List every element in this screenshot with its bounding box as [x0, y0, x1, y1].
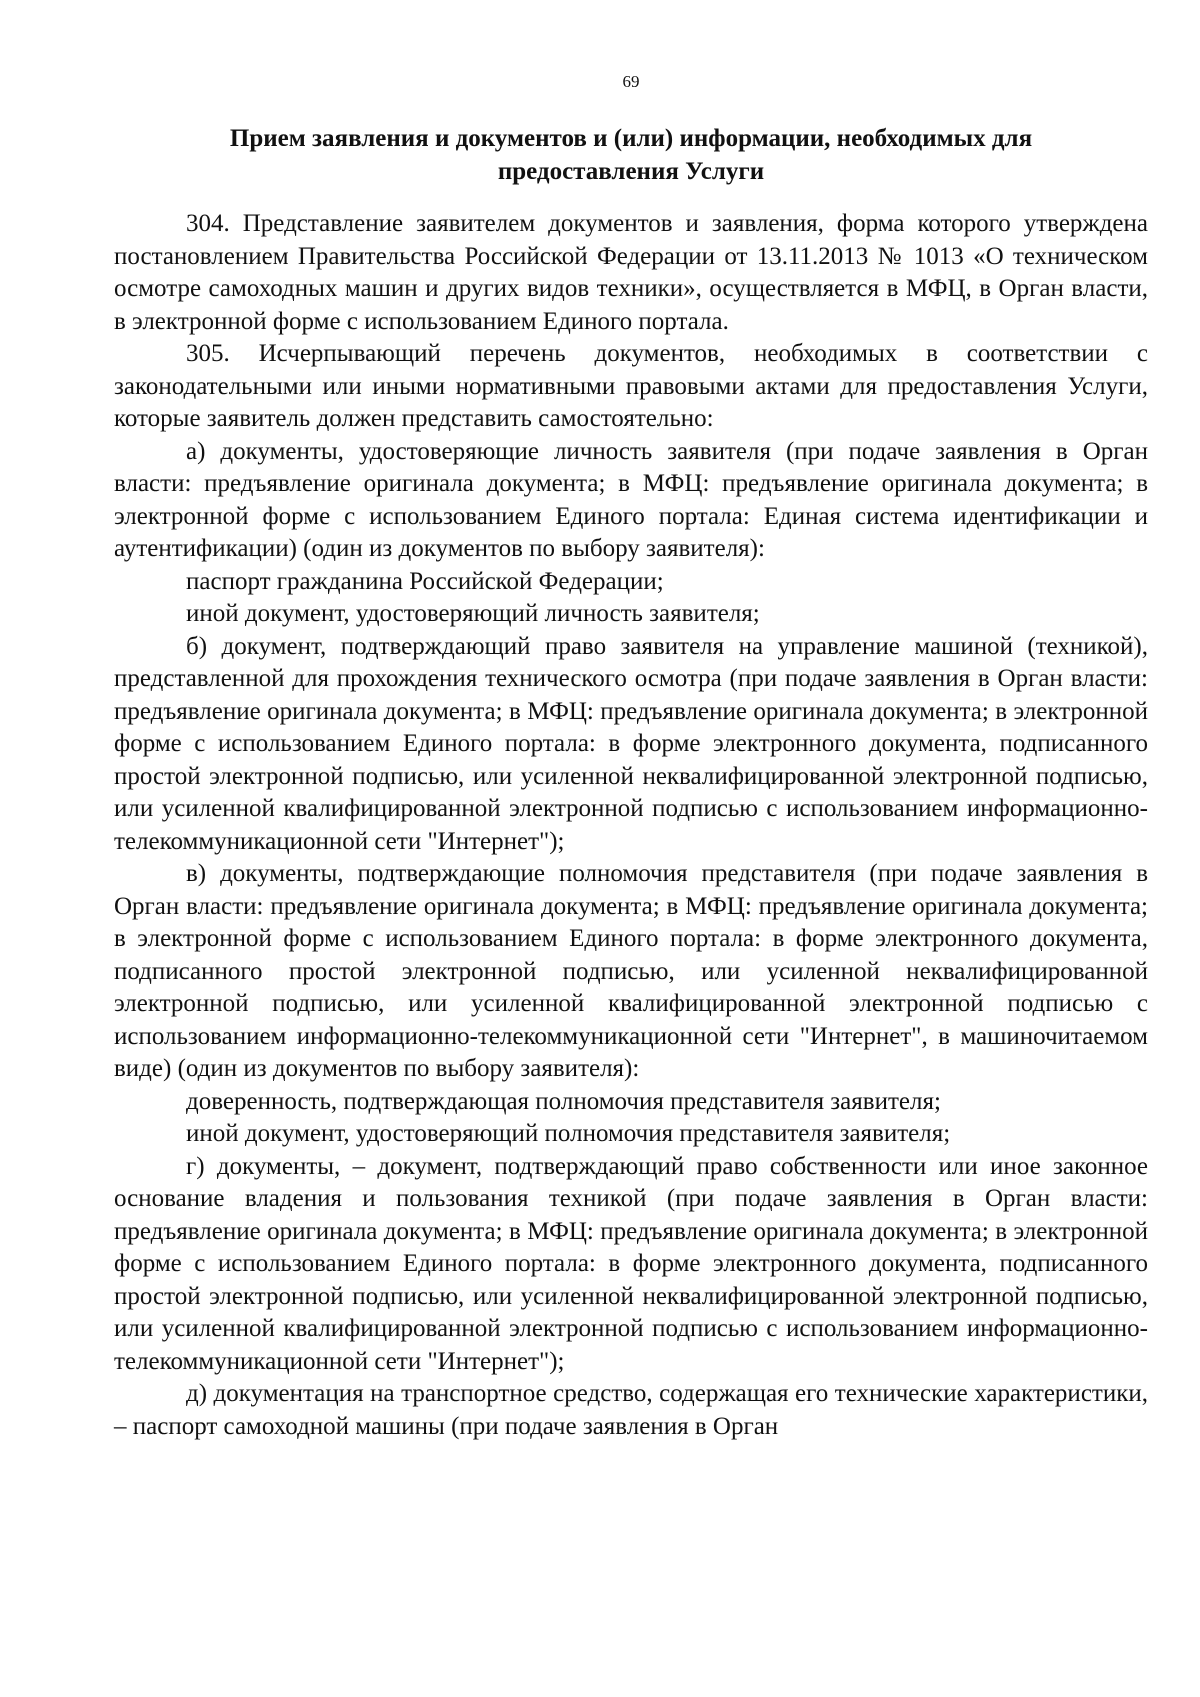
- paragraph-304: 304. Представление заявителем документов и заявления, форма которого утверждена постановлением Правительства Российской Федерации от 13.11.2013 № 1013 «О техническом осмотре самоходных машин и других видов техники», осуществляется в МФЦ, в Орган власти, в электронной форме с использованием Единого портала.: [114, 210, 1148, 335]
- page-number: 69: [622, 72, 640, 91]
- list-item-v: в) документы, подтверждающие полномочия представителя (при подаче заявления в Орган власти: предъявление оригинала документа; в МФЦ: предъявление оригинала документа; в электронной форме с использованием Единого портала: в форме электронного документа, подписанного простой электронной подписью, или усиленной неквалифицированной электронной подписью, или усиленной квалифицированной электронной подписью с использованием информационно-телекоммуникационной сети "Интернет", в машиночитаемом виде) (один из документов по выбору заявителя):: [114, 860, 1148, 1082]
- section-title-line-2: предоставления Услуги: [497, 158, 765, 185]
- section-title: [114, 122, 1148, 188]
- section-title-line-1: Прием заявления и документов и (или) информации, необходимых для: [229, 125, 1033, 152]
- body-text: [114, 208, 1148, 1443]
- list-subitem-power-of-attorney: доверенность, подтверждающая полномочия представителя заявителя;: [186, 1087, 941, 1115]
- list-subitem-passport: паспорт гражданина Российской Федерации;: [186, 567, 664, 595]
- list-item-g: г) документы, – документ, подтверждающий право собственности или иное законное основание владения и пользования техникой (при подаче заявления в Орган власти: предъявление оригинала документа; в МФЦ: предъявление оригинала документа; в электронной форме с использованием Единого портала: в форме электронного документа, подписанного простой электронной подписью, или усиленной неквалифицированной электронной подписью, или усиленной квалифицированной электронной подписью с использованием информационно-телекоммуникационной сети "Интернет");: [114, 1152, 1148, 1375]
- list-subitem-other-authority: иной документ, удостоверяющий полномочия представителя заявителя;: [186, 1120, 951, 1147]
- paragraph-305: 305. Исчерпывающий перечень документов, необходимых в соответствии с законодательными или иными нормативными правовыми актами для предоставления Услуги, которые заявитель должен представить самостоятельно:: [114, 340, 1148, 432]
- list-subitem-other-id: иной документ, удостоверяющий личность заявителя;: [186, 600, 760, 627]
- list-item-d: д) документация на транспортное средство, содержащая его технические характеристики, – паспорт самоходной машины (при подаче заявления в Орган: [114, 1380, 1148, 1440]
- list-item-b: б) документ, подтверждающий право заявителя на управление машиной (техникой), представленной для прохождения технического осмотра (при подаче заявления в Орган власти: предъявление оригинала документа; в МФЦ: предъявление оригинала документа; в электронной форме с использованием Единого портала: в форме электронного документа, подписанного простой электронной подписью, или усиленной неквалифицированной электронной подписью, или усиленной квалифицированной электронной подписью с использованием информационно-телекоммуникационной сети "Интернет");: [114, 632, 1148, 855]
- list-item-a: а) документы, удостоверяющие личность заявителя (при подаче заявления в Орган власти: предъявление оригинала документа; в МФЦ: предъявление оригинала документа; в электронной форме с использованием Единого портала: Единая система идентификации и аутентификации) (один из документов по выбору заявителя):: [114, 437, 1148, 562]
